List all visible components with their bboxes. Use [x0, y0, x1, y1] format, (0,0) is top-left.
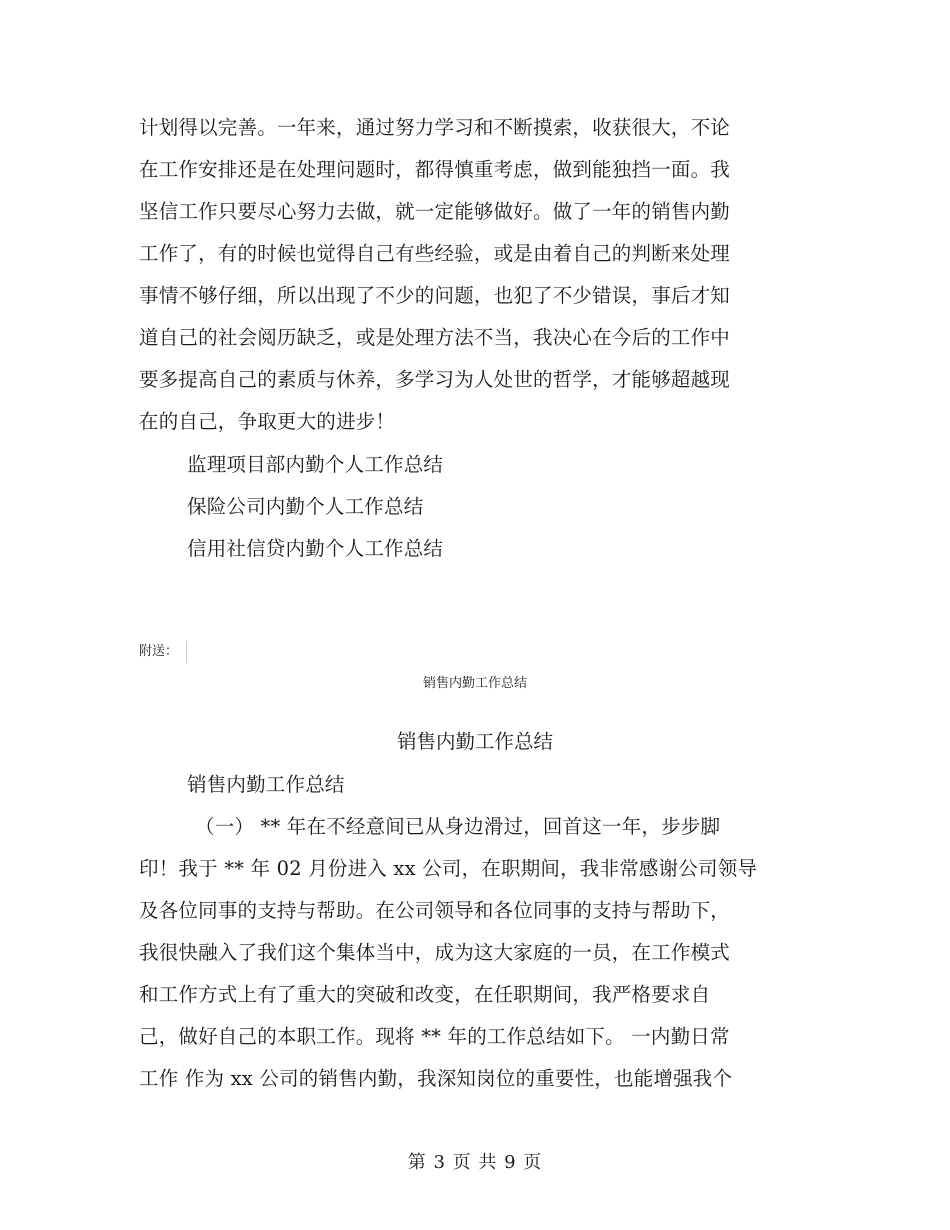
related-link-3[interactable]: 信用社信贷内勤个人工作总结	[187, 537, 444, 560]
paragraph-line: 我很快融入了我们这个集体当中，成为这大家庭的一员，在工作模式	[139, 941, 731, 964]
paragraph-line: 和工作方式上有了重大的突破和改变，在任职期间，我严格要求自	[139, 983, 711, 1006]
paragraph-line: 坚信工作只要尽心努力去做，就一定能够做好。做了一年的销售内勤	[139, 200, 731, 223]
paragraph-line: 在的自己，争取更大的进步！	[139, 410, 396, 433]
paragraph-line: 道自己的社会阅历缺乏，或是处理方法不当，我决心在今后的工作中	[139, 326, 731, 349]
paragraph-line: （一） ** 年在不经意间已从身边滑过，回首这一年，步步脚	[195, 815, 721, 838]
paragraph-line: 及各位同事的支持与帮助。在公司领导和各位同事的支持与帮助下，	[139, 899, 731, 922]
page-footer: 第 3 页 共 9 页	[407, 1152, 543, 1173]
paragraph-line: 在工作安排还是在处理问题时，都得慎重考虑，做到能独挡一面。我	[139, 158, 731, 181]
paragraph-line: 己，做好自己的本职工作。现将 ** 年的工作总结如下。 一内勤日常	[139, 1025, 730, 1048]
subtitle: 销售内勤工作总结	[187, 773, 345, 796]
paragraph-line: 计划得以完善。一年来，通过努力学习和不断摸索，收获很大，不论	[139, 116, 731, 139]
related-link-1[interactable]: 监理项目部内勤个人工作总结	[187, 453, 444, 476]
small-title: 销售内勤工作总结	[422, 676, 527, 691]
paragraph-line: 印！我于 ** 年 02 月份进入 xx 公司，在职期间，我非常感谢公司领导	[139, 857, 758, 880]
paragraph-line: 要多提高自己的素质与休养，多学习为人处世的哲学，才能够超越现	[139, 368, 731, 391]
related-link-2[interactable]: 保险公司内勤个人工作总结	[187, 495, 424, 518]
appendix-label: 附送：	[139, 644, 179, 659]
main-title: 销售内勤工作总结	[396, 730, 553, 753]
paragraph-line: 事情不够仔细，所以出现了不少的问题，也犯了不少错误，事后才知	[139, 284, 731, 307]
paragraph-line: 工作了，有的时候也觉得自己有些经验，或是由着自己的判断来处理	[139, 242, 731, 265]
paragraph-line: 工作 作为 xx 公司的销售内勤，我深知岗位的重要性，也能增强我个	[139, 1067, 733, 1090]
appendix-divider	[186, 641, 187, 663]
